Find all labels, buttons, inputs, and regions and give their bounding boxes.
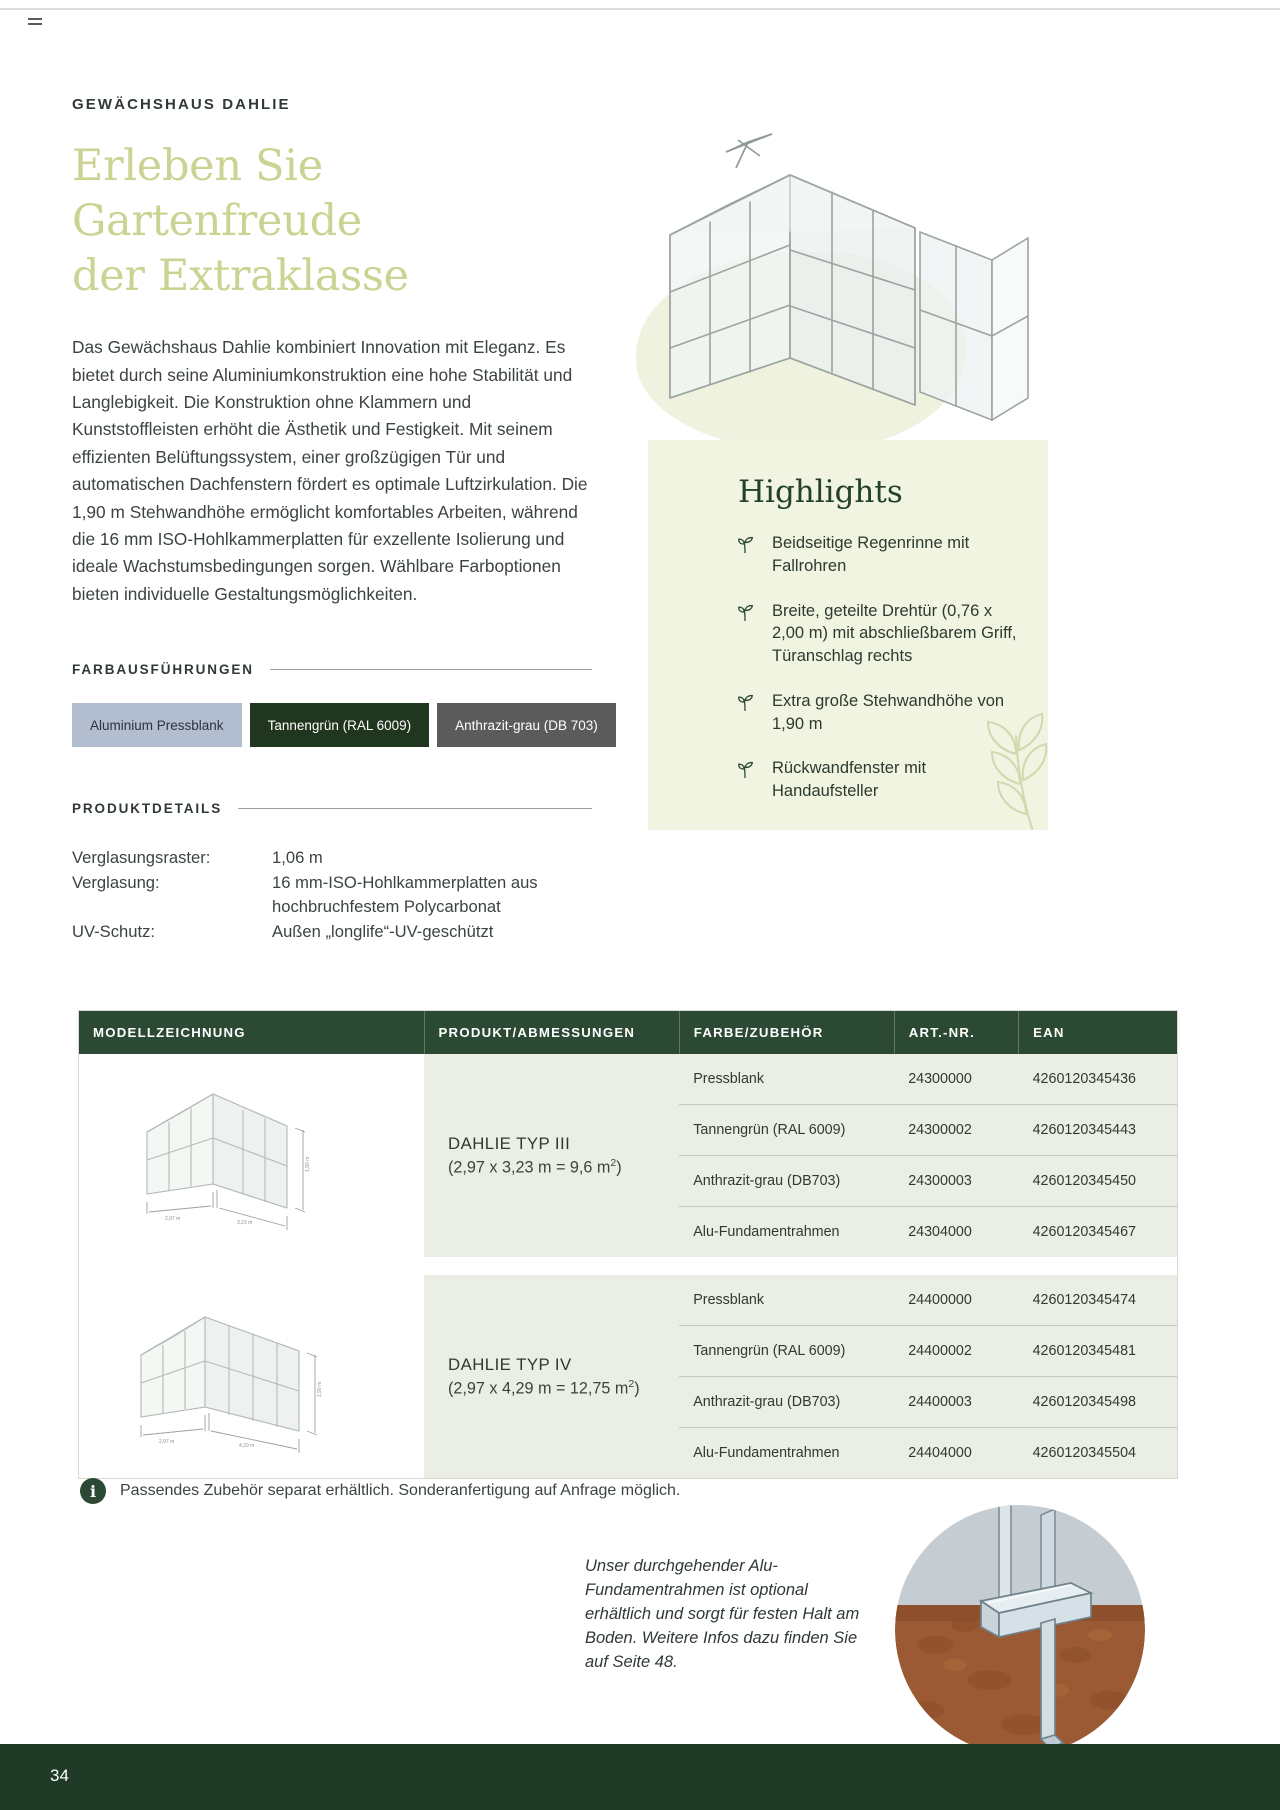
ean-number: 4260120345436 bbox=[1019, 1054, 1177, 1104]
product-cell bbox=[424, 1054, 679, 1257]
article-number: 24300003 bbox=[894, 1155, 1018, 1206]
product-dimensions: (2,97 x 3,23 m = 9,6 $m^2$) bbox=[448, 1156, 622, 1177]
leaf-bullet-icon bbox=[736, 532, 758, 578]
accessory-name: Tannengrün (RAL 6009) bbox=[679, 1104, 894, 1155]
product-description: Das Gewächshaus Dahlie kombiniert Innovation mit Eleganz. Es bietet durch seine Aluminiumkonstruktion eine hohe Stabilität und Langlebigkeit. Die Konstruktion ohne Klammern und Kunststoffleisten erhöht die Ästhetik und Festigkeit. Mit seinem effizienten Belüftungssystem, einer großzügigen Tür und automatischen Dachfenstern fördert es optimale Luftzirkulation. Die 1,90 m Stehwandhöhe ermöglicht komfortables Arbeiten, während die 16 mm ISO-Hohlkammerplatten für exzellente Isolierung und ideale Wachstumsbedingungen sorgen. Wählbare Farboptionen bieten individuelle Gestaltungsmöglichkeiten. bbox=[72, 337, 588, 604]
article-number: 24404000 bbox=[894, 1428, 1018, 1478]
footnote-text: Passendes Zubehör separat erhältlich. Sonderanfertigung auf Anfrage möglich. bbox=[120, 1482, 681, 1499]
svg-text:2,97 m: 2,97 m bbox=[158, 1439, 174, 1445]
detail-value: 16 mm-ISO-Hohlkammerplatten aus hochbruchfestem Polycarbonat bbox=[272, 872, 538, 917]
color-section-header bbox=[72, 662, 592, 677]
ean-number: 4260120345498 bbox=[1019, 1376, 1177, 1427]
footnote bbox=[80, 1478, 680, 1504]
page-title bbox=[72, 139, 592, 304]
foundation-frame-photo bbox=[895, 1505, 1145, 1755]
detail-value: Außen „longlife“-UV-geschützt bbox=[272, 921, 494, 941]
ean-number: 4260120345467 bbox=[1019, 1207, 1177, 1257]
table-header-row bbox=[79, 1011, 1177, 1054]
detail-row bbox=[72, 920, 592, 945]
table-row bbox=[79, 1275, 1177, 1325]
svg-text:2,97 m: 2,97 m bbox=[164, 1216, 180, 1222]
article-number: 24300000 bbox=[894, 1054, 1018, 1104]
highlight-text: Rückwandfenster mit Handaufsteller bbox=[772, 759, 927, 801]
article-number: 24304000 bbox=[894, 1207, 1018, 1257]
color-section-rule bbox=[270, 669, 592, 670]
color-swatch-label: Aluminium Pressblank bbox=[90, 717, 224, 733]
info-icon: i bbox=[80, 1478, 106, 1504]
model-drawing-cell bbox=[79, 1275, 424, 1478]
page-number: 34 bbox=[50, 1766, 69, 1785]
table-header-produkt-abmessungen: PRODUKT/ABMESSUNGEN bbox=[424, 1011, 679, 1054]
crop-mark-icon bbox=[28, 18, 42, 26]
svg-text:4,29 m: 4,29 m bbox=[238, 1443, 254, 1449]
accessory-name: Pressblank bbox=[679, 1275, 894, 1325]
product-dimensions: (2,97 x 4,29 m = 12,75 $m^2$) bbox=[448, 1377, 640, 1398]
decorative-branch-icon bbox=[942, 698, 1048, 830]
highlights-title: Highlights bbox=[738, 474, 903, 510]
accessory-name: Anthrazit-grau (DB703) bbox=[679, 1376, 894, 1427]
color-swatch-label: Anthrazit-grau (DB 703) bbox=[455, 717, 598, 733]
intro-column bbox=[72, 96, 598, 944]
leaf-bullet-icon bbox=[736, 600, 758, 668]
accessory-name: Pressblank bbox=[679, 1054, 894, 1104]
svg-text:3,23 m: 3,23 m bbox=[236, 1220, 252, 1226]
article-number: 24400003 bbox=[894, 1376, 1018, 1427]
ean-number: 4260120345474 bbox=[1019, 1275, 1177, 1325]
ean-number: 4260120345481 bbox=[1019, 1325, 1177, 1376]
page-title-line2: der Extraklasse bbox=[72, 251, 409, 302]
model-drawing-cell bbox=[79, 1054, 424, 1257]
detail-key: Verglasung: bbox=[72, 872, 160, 892]
detail-key: Verglasungsraster: bbox=[72, 848, 211, 868]
foundation-frame-illustration bbox=[895, 1505, 1145, 1755]
ean-number: 4260120345504 bbox=[1019, 1428, 1177, 1478]
accessory-name: Tannengrün (RAL 6009) bbox=[679, 1325, 894, 1376]
greenhouse-hero-illustration bbox=[620, 120, 1090, 450]
product-details-header bbox=[72, 801, 592, 816]
table-header-modellzeichnung: MODELLZEICHNUNG bbox=[79, 1011, 424, 1054]
color-swatch-list bbox=[72, 703, 598, 747]
article-number: 24300002 bbox=[894, 1104, 1018, 1155]
detail-value: 1,06 m bbox=[272, 848, 323, 868]
product-details-list bbox=[72, 846, 592, 944]
color-swatch[interactable] bbox=[250, 703, 430, 747]
table-header-ean: EAN bbox=[1019, 1011, 1177, 1054]
product-details-rule bbox=[238, 808, 592, 809]
table-block-spacer bbox=[79, 1257, 1177, 1275]
svg-text:1,90 m: 1,90 m bbox=[304, 1156, 311, 1172]
product-name: DAHLIE TYP IV bbox=[448, 1354, 572, 1374]
color-swatch-label: Tannengrün (RAL 6009) bbox=[267, 717, 412, 733]
color-swatch[interactable] bbox=[437, 703, 616, 747]
detail-row bbox=[72, 871, 592, 920]
table-header-farbe-zubehoer: FARBE/ZUBEHÖR bbox=[679, 1011, 894, 1054]
highlight-item bbox=[736, 532, 1018, 578]
article-number: 24400002 bbox=[894, 1325, 1018, 1376]
page-footer bbox=[0, 1744, 1280, 1810]
product-table-wrapper bbox=[78, 1010, 1178, 1479]
product-category-label: GEWÄCHSHAUS DAHLIE bbox=[72, 96, 291, 113]
product-cell bbox=[424, 1275, 679, 1478]
highlight-text: Breite, geteilte Drehtür (0,76 x 2,00 m) mit abschließbarem Griff, Türanschlag rechts bbox=[772, 601, 1017, 666]
color-section-label: FARBAUSFÜHRUNGEN bbox=[72, 662, 254, 678]
highlight-text: Extra große Stehwandhöhe von 1,90 m bbox=[772, 691, 1005, 733]
color-swatch[interactable] bbox=[72, 703, 242, 747]
accessory-name: Alu-Fundamentrahmen bbox=[679, 1207, 894, 1257]
detail-row bbox=[72, 846, 592, 871]
article-number: 24400000 bbox=[894, 1275, 1018, 1325]
svg-text:1,90 m: 1,90 m bbox=[316, 1381, 323, 1397]
promo-text: Unser durchgehender Alu-Fundamentrahmen ist optional erhältlich und sorgt für festen Halt am Boden. Weitere Infos dazu finden Sie auf Seite 48. bbox=[585, 1557, 860, 1671]
model-drawing-typ-4 bbox=[117, 1289, 387, 1459]
table-header-art-nr: ART.-NR. bbox=[894, 1011, 1018, 1054]
highlights-panel bbox=[648, 440, 1048, 830]
product-name: DAHLIE TYP III bbox=[448, 1133, 571, 1153]
greenhouse-line-drawing bbox=[620, 120, 1090, 450]
highlight-item bbox=[736, 600, 1018, 668]
leaf-bullet-icon bbox=[736, 690, 758, 736]
accessory-name: Anthrazit-grau (DB703) bbox=[679, 1155, 894, 1206]
top-divider bbox=[0, 8, 1280, 10]
leaf-bullet-icon bbox=[736, 757, 758, 803]
highlight-text: Beidseitige Regenrinne mit Fallrohren bbox=[772, 534, 970, 575]
accessory-name: Alu-Fundamentrahmen bbox=[679, 1428, 894, 1478]
page-title-line1: Erleben Sie Gartenfreude bbox=[72, 141, 362, 247]
table-row bbox=[79, 1054, 1177, 1104]
ean-number: 4260120345443 bbox=[1019, 1104, 1177, 1155]
ean-number: 4260120345450 bbox=[1019, 1155, 1177, 1206]
detail-key: UV-Schutz: bbox=[72, 921, 156, 941]
product-details-label: PRODUKTDETAILS bbox=[72, 801, 223, 817]
model-drawing-typ-3 bbox=[117, 1068, 387, 1238]
product-table bbox=[79, 1011, 1177, 1478]
